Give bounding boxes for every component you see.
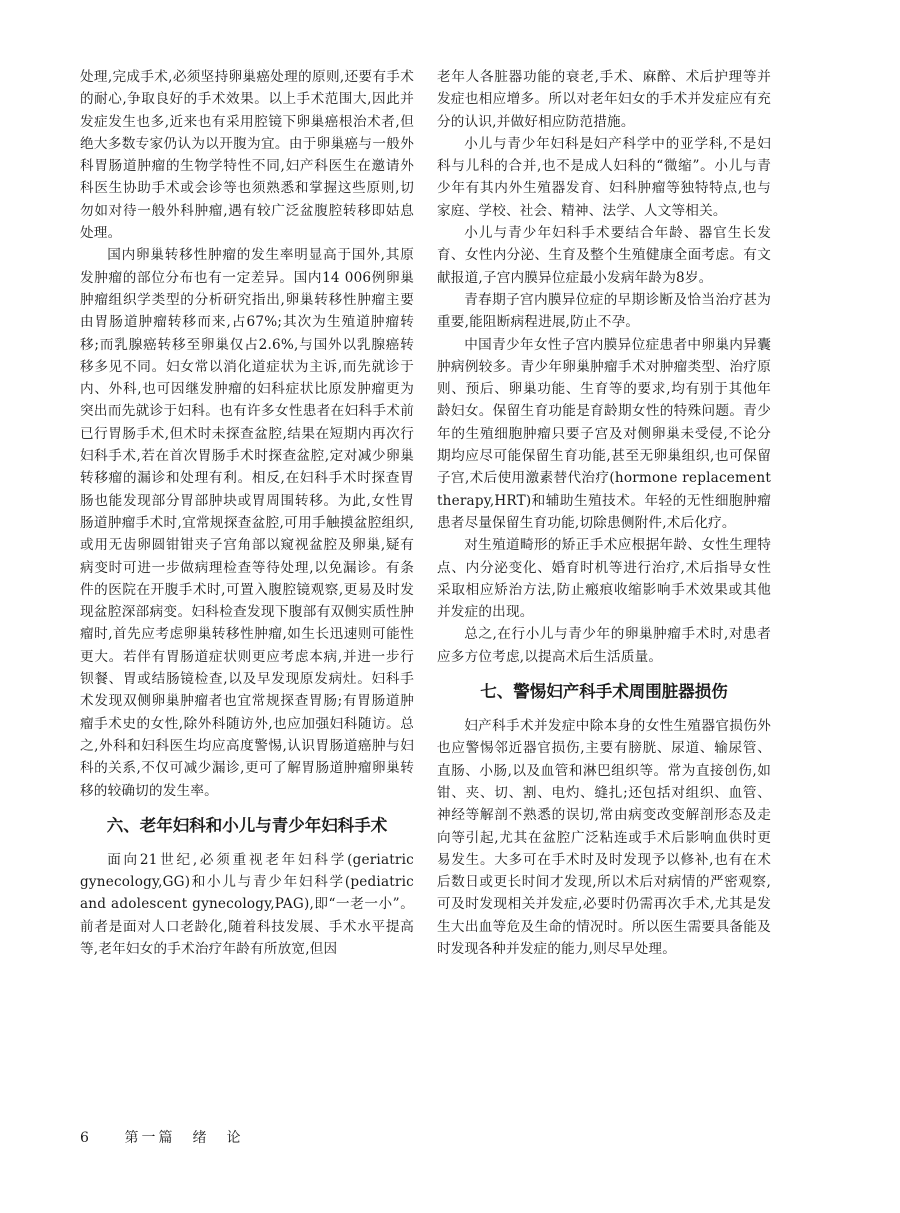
left-column [80, 66, 414, 960]
section-heading: 六、老年妇科和小儿与青少年妇科手术 [106, 815, 388, 835]
body-paragraph: 老年人各脏器功能的衰老,手术、麻醉、术后护理等并发症也相应增多。所以对老年妇女的手术并发症应有充分的认识,并做好相应防范措施。 [437, 69, 771, 130]
body-paragraph: 小儿与青少年妇科手术要结合年龄、器官生长发育、女性内分泌、生育及整个生殖健康全面考虑。有文献报道,子宫内膜异位症最小发病年龄为8岁。 [437, 225, 771, 286]
page-footer [80, 1128, 243, 1148]
running-footer-title: 第一篇 绪 论 [124, 1130, 244, 1146]
body-paragraph: 妇产科手术并发症中除本身的女性生殖器官损伤外也应警惕邻近器官损伤,主要有膀胱、尿道、输尿管、直肠、小肠,以及血管和淋巴组织等。常为直接创伤,如钳、夹、切、割、电灼、缝扎;还包括对组织、血管、神经等解剖不熟悉的误切,常由病变改变解剖形态及走向等引起,尤其在盆腔广泛粘连或手术后影响血供时更易发生。大多可在手术时及时发现予以修补,也有在术后数日或更长时间才发现,所以术后对病情的严密观察,可及时发现相关并发症,必要时仍需再次手术,尤其是发生大出血等危及生命的情况时。所以医生需要具备能及时发现各种并发症的能力,则尽早处理。 [437, 718, 771, 957]
right-column [437, 66, 771, 960]
body-paragraph: 处理,完成手术,必须坚持卵巢癌处理的原则,还要有手术的耐心,争取良好的手术效果。以上手术范围大,因此并发症发生也多,近来也有采用腔镜下卵巢癌根治术者,但绝大多数专家仍认为以开腹为宜。由于卵巢癌与一般外科胃肠道肿瘤的生物学特性不同,妇产科医生在邀请外科医生协助手术或会诊等也须熟悉和掌握这些原则,切勿如对待一般外科肿瘤,遇有较广泛盆腹腔转移即姑息处理。 [80, 69, 414, 242]
body-paragraph: 中国青少年女性子宫内膜异位症患者中卵巢内异囊肿病例较多。青少年卵巢肿瘤手术对肿瘤类型、治疗原则、预后、卵巢功能、生育等的要求,均有别于其他年龄妇女。保留生育功能是育龄期女性的特殊问题。青少年的生殖细胞肿瘤只要子宫及对侧卵巢未受侵,不论分期均应尽可能保留生育功能,甚至无卵巢组织,也可保留子宫,术后使用激素替代治疗(hormone replacement therapy,HRT)和辅助生殖技术。年轻的无性细胞肿瘤患者尽量保留生育功能,切除患侧附件,术后化疗。 [437, 336, 771, 531]
body-paragraph: 国内卵巢转移性肿瘤的发生率明显高于国外,其原发肿瘤的部位分布也有一定差异。国内14 006例卵巢肿瘤组织学类型的分析研究指出,卵巢转移性肿瘤主要由胃肠道肿瘤转移而来,占67%;其次为生殖道肿瘤转移;而乳腺癌转移至卵巢仅占2.6%,与国外以乳腺癌转移多见不同。妇女常以消化道症状为主诉,而先就诊于内、外科,也可因继发肿瘤的妇科症状比原发肿瘤更为突出而先就诊于妇科。也有许多女性患者在妇科手术前已行胃肠手术,但术时未探查盆腔,结果在短期内再次行妇科手术,若在首次胃肠手术时探查盆腔,定对减少卵巢转移瘤的漏诊和处理有利。相反,在妇科手术时探查胃肠也能发现部分胃部肿块或胃周围转移。为此,女性胃肠道肿瘤手术时,宜常规探查盆腔,可用手触摸盆腔组织,或用无齿卵圆钳钳夹子宫角部以窥视盆腔及卵巢,疑有病变时可进一步做病理检查等待处理,以免漏诊。有条件的医院在开腹手术时,可置入腹腔镜观察,更易及时发现盆腔深部病变。妇科检查发现下腹部有双侧实质性肿瘤时,首先应考虑卵巢转移性肿瘤,如生长迅速则可能性更大。若伴有胃肠道症状则更应考虑本病,并进一步行钡餐、胃或结肠镜检查,以及早发现原发病灶。妇科手术发现双侧卵巢肿瘤者也宜常规探查胃肠;有胃肠道肿瘤手术史的女性,除外科随访外,也应加强妇科随访。总之,外科和妇科医生均应高度警惕,认识胃肠道癌肿与妇科的关系,不仅可减少漏诊,更可了解胃肠道肿瘤卵巢转移的较确切的发生率。 [80, 247, 414, 799]
body-paragraph: 面向21世纪,必须重视老年妇科学(geriatric gynecology,GG)和小儿与青少年妇科学(pediatric and adolescent gynecology,PAG),即“一老一小”。前者是面对人口老龄化,随着科技发展、手术水平提高等,老年妇女的手术治疗年龄有所放宽,但因 [80, 851, 414, 957]
body-paragraph: 对生殖道畸形的矫正手术应根据年龄、女性生理特点、内分泌变化、婚育时机等进行治疗,术后指导女性采取相应矫治方法,防止瘢痕收缩影响手术效果或其他并发症的出现。 [437, 537, 771, 621]
section-heading: 七、警惕妇产科手术周围脏器损伤 [480, 682, 728, 702]
page-number: 6 [80, 1130, 89, 1146]
body-paragraph: 青春期子宫内膜异位症的早期诊断及恰当治疗甚为重要,能阻断病程进展,防止不孕。 [437, 291, 771, 331]
body-paragraph: 小儿与青少年妇科是妇产科学中的亚学科,不是妇科与儿科的合并,也不是成人妇科的“微缩”。小儿与青少年有其内外生殖器发育、妇科肿瘤等独特特点,也与家庭、学校、社会、精神、法学、人文等相关。 [437, 135, 771, 219]
body-paragraph: 总之,在行小儿与青少年的卵巢肿瘤手术时,对患者应多方位考虑,以提高术后生活质量。 [437, 626, 771, 665]
